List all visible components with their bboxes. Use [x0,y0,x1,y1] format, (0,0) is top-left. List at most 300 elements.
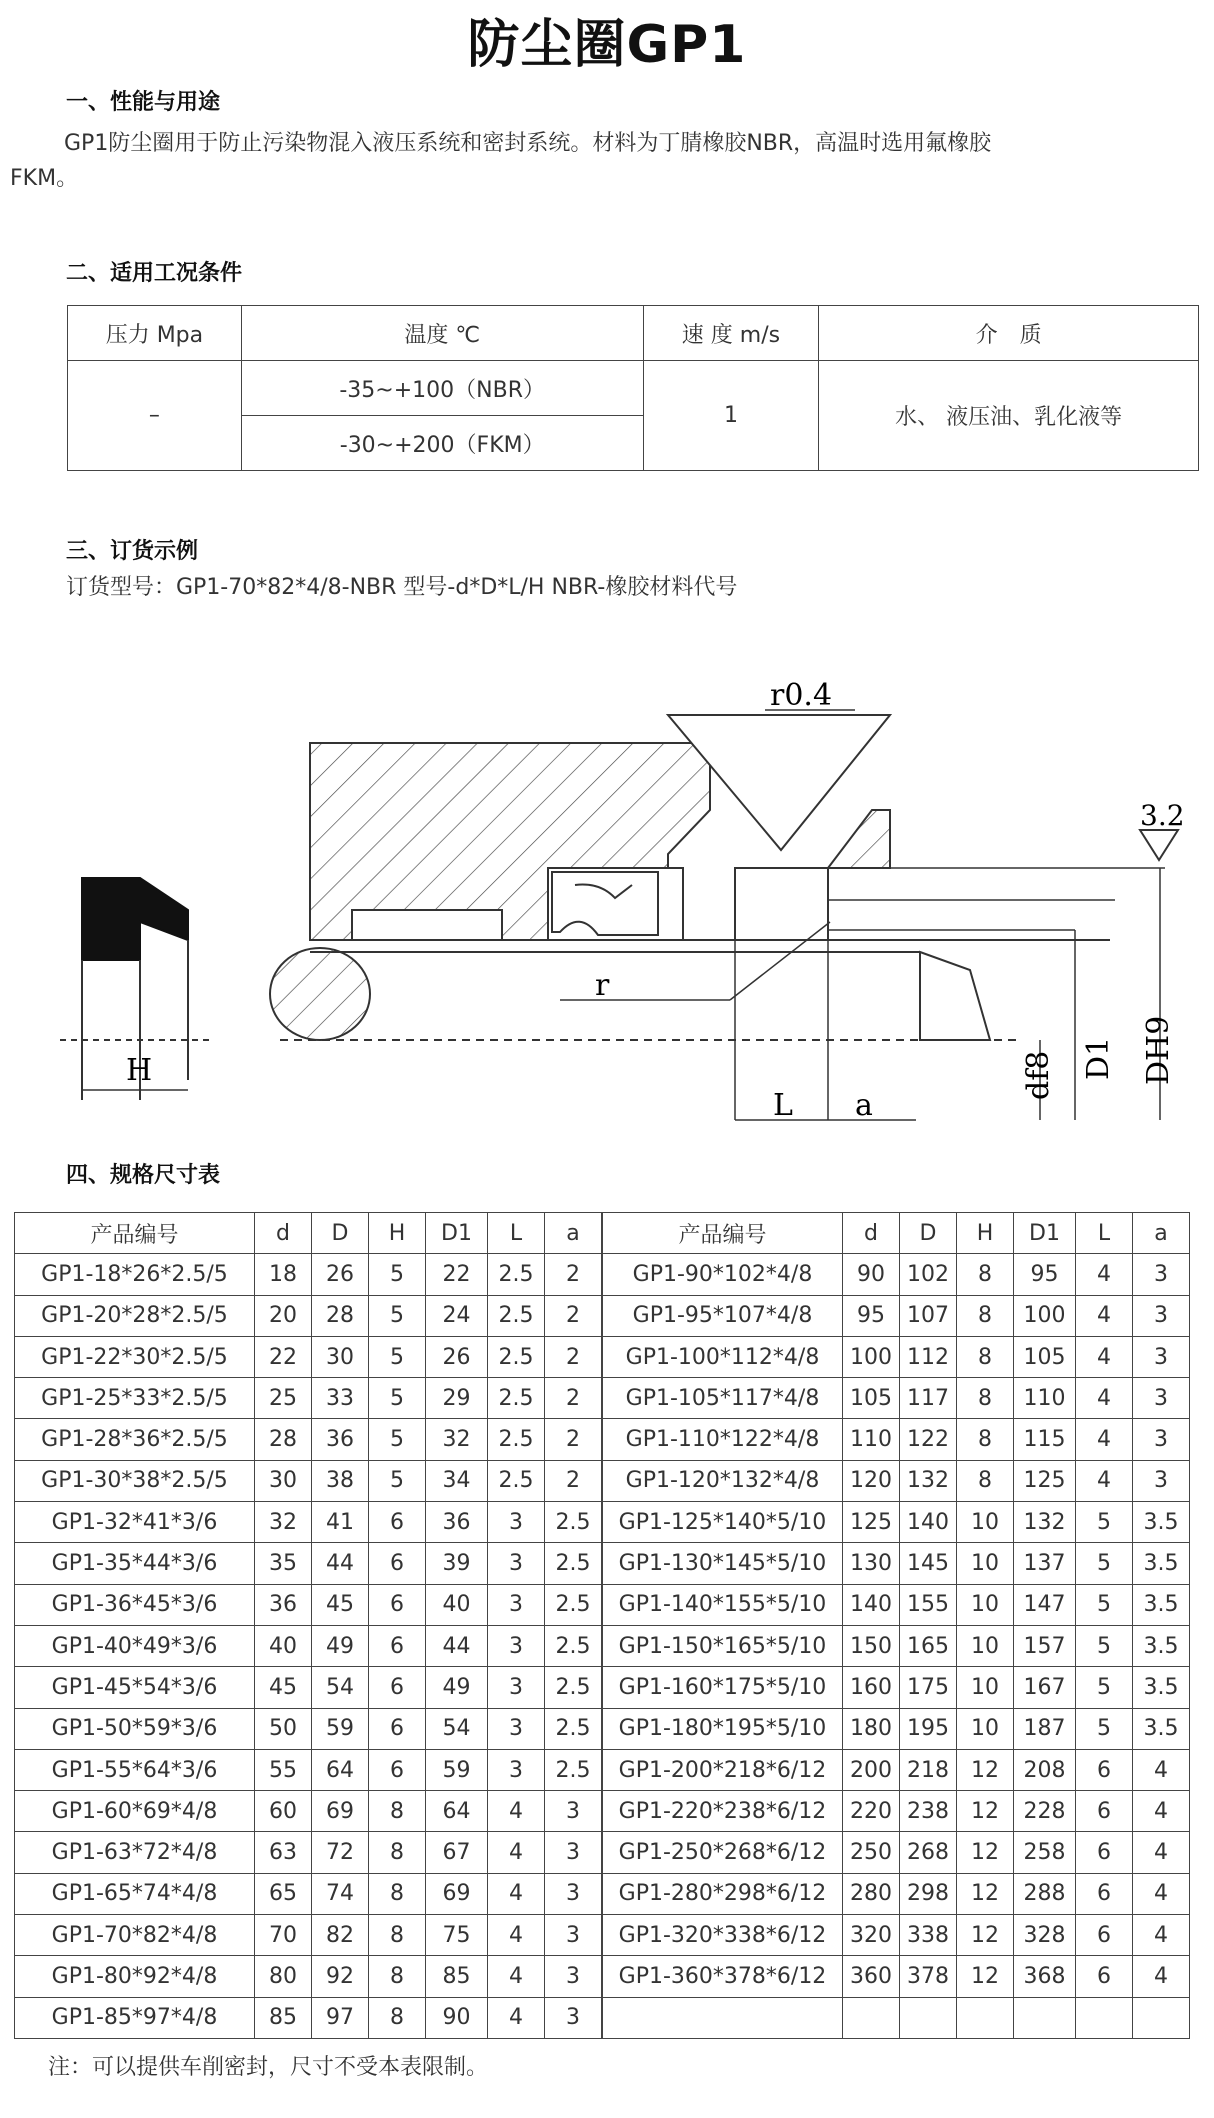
spec-value-cell: 3 [488,1708,545,1749]
section-1-heading: 一、性能与用途 [66,90,221,115]
table-row [603,1543,1190,1584]
spec-value-cell [1076,1997,1133,2038]
table-row [15,1502,602,1543]
label-roughness: 3.2 [1140,799,1185,832]
spec-value-cell: 130 [843,1543,900,1584]
spec-value-cell: 298 [900,1873,957,1914]
spec-value-cell: 3 [1133,1378,1190,1419]
spec-value-cell: 117 [900,1378,957,1419]
spec-value-cell: 4 [1076,1254,1133,1295]
header-speed: 速 度 m/s [643,306,819,361]
spec-value-cell: 200 [843,1749,900,1790]
spec-value-cell: 12 [957,1873,1014,1914]
table-row [603,1584,1190,1625]
spec-value-cell: 140 [900,1502,957,1543]
spec-value-cell: 150 [843,1625,900,1666]
spec-value-cell: 157 [1014,1625,1076,1666]
product-code-cell: GP1-36*45*3/6 [15,1584,255,1625]
product-code-cell: GP1-130*145*5/10 [603,1543,843,1584]
product-code-cell: GP1-60*69*4/8 [15,1791,255,1832]
spec-value-cell: 6 [369,1502,426,1543]
spec-value-cell: 4 [488,1832,545,1873]
spec-value-cell: 3 [1133,1295,1190,1336]
spec-value-cell: 69 [312,1791,369,1832]
table-row [15,1295,602,1336]
table-row [15,1625,602,1666]
section-1-text-line-1: GP1防尘圈用于防止污染物混入液压系统和密封系统。材料为丁腈橡胶NBR，高温时选用氟橡胶 [64,131,992,156]
table-row [603,1997,1190,2038]
section-1-text-line-2: FKM。 [10,166,79,191]
spec-header-cell: 产品编号 [15,1213,255,1254]
table-row [603,1956,1190,1997]
table-row [15,1997,602,2038]
spec-value-cell: 105 [843,1378,900,1419]
footnote: 注：可以提供车削密封，尺寸不受本表限制。 [48,2055,489,2080]
spec-value-cell: 3 [545,1873,602,1914]
spec-value-cell: 30 [255,1460,312,1501]
spec-table-right [602,1212,1190,2039]
spec-value-cell: 5 [1076,1584,1133,1625]
spec-value-cell: 5 [1076,1667,1133,1708]
spec-value-cell: 36 [312,1419,369,1460]
conditions-table [67,305,1199,471]
spec-value-cell: 12 [957,1915,1014,1956]
spec-header-cell: d [255,1213,312,1254]
page-title: 防尘圈GP1 [467,15,747,75]
rod-guide-band [352,910,502,940]
spec-value-cell: 3 [488,1502,545,1543]
spec-value-cell: 22 [255,1336,312,1377]
spec-header-cell: D [312,1213,369,1254]
product-code-cell: GP1-105*117*4/8 [603,1378,843,1419]
product-code-cell: GP1-45*54*3/6 [15,1667,255,1708]
table-row [15,1791,602,1832]
spec-value-cell: 3 [545,1997,602,2038]
spec-value-cell: 5 [1076,1502,1133,1543]
spec-value-cell: 8 [369,1832,426,1873]
spec-value-cell: 250 [843,1832,900,1873]
spec-value-cell: 3.5 [1133,1625,1190,1666]
spec-value-cell: 35 [255,1543,312,1584]
product-code-cell: GP1-200*218*6/12 [603,1749,843,1790]
spec-value-cell: 4 [488,1997,545,2038]
seal-cross-section [82,878,188,960]
spec-value-cell: 137 [1014,1543,1076,1584]
spec-value-cell: 3 [545,1832,602,1873]
spec-value-cell: 147 [1014,1584,1076,1625]
wiper-seal-profile [552,872,658,935]
spec-value-cell [1133,1997,1190,2038]
spec-value-cell: 112 [900,1336,957,1377]
product-code-cell: GP1-180*195*5/10 [603,1708,843,1749]
spec-value-cell: 75 [426,1915,488,1956]
table-row [15,1873,602,1914]
product-code-cell: GP1-320*338*6/12 [603,1915,843,1956]
spec-value-cell: 8 [957,1336,1014,1377]
spec-value-cell: 3 [545,1956,602,1997]
spec-value-cell: 8 [369,1791,426,1832]
table-row [15,1708,602,1749]
spec-header-cell: L [488,1213,545,1254]
spec-value-cell: 4 [1133,1873,1190,1914]
medium-value: 水、 液压油、乳化液等 [819,361,1199,471]
spec-value-cell: 125 [843,1502,900,1543]
spec-value-cell: 85 [426,1956,488,1997]
spec-value-cell: 95 [843,1295,900,1336]
spec-value-cell: 5 [1076,1625,1133,1666]
spec-value-cell: 90 [426,1997,488,2038]
product-code-cell: GP1-55*64*3/6 [15,1749,255,1790]
spec-value-cell: 4 [488,1915,545,1956]
spec-value-cell: 165 [900,1625,957,1666]
spec-value-cell: 110 [843,1419,900,1460]
spec-value-cell: 2.5 [488,1295,545,1336]
spec-value-cell [843,1997,900,2038]
spec-value-cell: 74 [312,1873,369,1914]
spec-value-cell: 12 [957,1832,1014,1873]
spec-value-cell: 288 [1014,1873,1076,1914]
spec-value-cell: 338 [900,1915,957,1956]
table-row [15,1584,602,1625]
spec-value-cell: 4 [1076,1419,1133,1460]
spec-value-cell: 10 [957,1667,1014,1708]
spec-value-cell: 2.5 [488,1336,545,1377]
spec-value-cell: 10 [957,1625,1014,1666]
spec-value-cell: 145 [900,1543,957,1584]
product-code-cell: GP1-20*28*2.5/5 [15,1295,255,1336]
temperature-nbr: -35~+100（NBR） [241,361,643,416]
spec-value-cell: 45 [255,1667,312,1708]
spec-value-cell: 4 [1133,1791,1190,1832]
spec-value-cell: 4 [1076,1378,1133,1419]
rod-section-ellipse [270,948,370,1040]
spec-value-cell: 368 [1014,1956,1076,1997]
pressure-value: – [68,361,242,471]
label-DH9: DH9 [1141,1015,1176,1085]
spec-value-cell [900,1997,957,2038]
spec-value-cell: 220 [843,1791,900,1832]
spec-value-cell: 70 [255,1915,312,1956]
table-row [15,1749,602,1790]
spec-header-cell: H [369,1213,426,1254]
product-code-cell: GP1-18*26*2.5/5 [15,1254,255,1295]
table-row [603,1873,1190,1914]
header-pressure: 压力 Mpa [68,306,242,361]
product-code-cell: GP1-40*49*3/6 [15,1625,255,1666]
spec-value-cell: 60 [255,1791,312,1832]
product-code-cell: GP1-150*165*5/10 [603,1625,843,1666]
spec-value-cell: 18 [255,1254,312,1295]
spec-value-cell: 187 [1014,1708,1076,1749]
label-L: L [773,1088,793,1123]
spec-value-cell: 64 [426,1791,488,1832]
spec-value-cell: 97 [312,1997,369,2038]
housing-bore [735,868,828,940]
spec-value-cell: 3 [1133,1336,1190,1377]
table-row [15,1956,602,1997]
temperature-fkm: -30~+200（FKM） [241,416,643,471]
spec-value-cell: 2 [545,1295,602,1336]
spec-value-cell: 55 [255,1749,312,1790]
spec-value-cell: 3 [545,1915,602,1956]
spec-value-cell: 3.5 [1133,1502,1190,1543]
spec-value-cell [1014,1997,1076,2038]
header-medium: 介 质 [819,306,1199,361]
spec-value-cell: 125 [1014,1460,1076,1501]
product-code-cell: GP1-35*44*3/6 [15,1543,255,1584]
spec-value-cell: 30 [312,1336,369,1377]
label-H: H [126,1053,153,1088]
spec-value-cell: 175 [900,1667,957,1708]
spec-header-cell: D1 [1014,1213,1076,1254]
spec-value-cell: 2 [545,1254,602,1295]
spec-value-cell: 3 [1133,1460,1190,1501]
spec-value-cell: 4 [1076,1295,1133,1336]
product-code-cell: GP1-360*378*6/12 [603,1956,843,1997]
spec-value-cell: 100 [1014,1295,1076,1336]
spec-value-cell: 26 [426,1336,488,1377]
spec-value-cell: 12 [957,1791,1014,1832]
spec-value-cell: 268 [900,1832,957,1873]
product-code-cell: GP1-110*122*4/8 [603,1419,843,1460]
spec-value-cell: 67 [426,1832,488,1873]
product-code-cell: GP1-30*38*2.5/5 [15,1460,255,1501]
spec-value-cell: 72 [312,1832,369,1873]
spec-value-cell: 6 [369,1584,426,1625]
spec-value-cell: 2 [545,1336,602,1377]
spec-value-cell: 24 [426,1295,488,1336]
installation-drawing [0,660,1214,1140]
table-row [15,1460,602,1501]
spec-value-cell: 6 [1076,1791,1133,1832]
spec-value-cell: 80 [255,1956,312,1997]
spec-value-cell: 100 [843,1336,900,1377]
label-r04: r0.4 [770,678,833,713]
spec-value-cell: 6 [369,1625,426,1666]
spec-value-cell: 3 [488,1749,545,1790]
spec-value-cell: 180 [843,1708,900,1749]
spec-value-cell: 10 [957,1584,1014,1625]
spec-value-cell: 228 [1014,1791,1076,1832]
spec-value-cell: 2.5 [488,1378,545,1419]
label-df8: df8 [1021,1050,1056,1100]
spec-value-cell: 167 [1014,1667,1076,1708]
spec-value-cell: 107 [900,1295,957,1336]
table-row [15,1378,602,1419]
label-D1: D1 [1081,1036,1116,1080]
spec-value-cell: 29 [426,1378,488,1419]
spec-value-cell: 10 [957,1502,1014,1543]
label-r: r [595,968,610,1003]
spec-value-cell: 3 [1133,1419,1190,1460]
spec-value-cell: 218 [900,1749,957,1790]
spec-value-cell: 28 [255,1419,312,1460]
spec-value-cell: 8 [957,1254,1014,1295]
table-row [603,1460,1190,1501]
spec-value-cell: 2 [545,1378,602,1419]
spec-value-cell: 6 [1076,1873,1133,1914]
table-row [603,1708,1190,1749]
spec-header-row [15,1213,602,1254]
spec-header-cell: d [843,1213,900,1254]
speed-value: 1 [643,361,819,471]
spec-value-cell: 3 [488,1625,545,1666]
product-code-cell [603,1997,843,2038]
spec-value-cell: 8 [369,1997,426,2038]
section-2-heading: 二、适用工况条件 [66,261,243,286]
order-example: 订货型号：GP1-70*82*4/8-NBR 型号-d*D*L/H NBR-橡胶材料代号 [66,575,738,600]
table-row [15,1832,602,1873]
spec-value-cell: 4 [1133,1832,1190,1873]
spec-value-cell: 6 [369,1667,426,1708]
spec-table-left [14,1212,602,2039]
section-4-heading: 四、规格尺寸表 [66,1163,221,1188]
spec-header-cell: a [1133,1213,1190,1254]
spec-value-cell: 22 [426,1254,488,1295]
spec-value-cell: 3 [488,1543,545,1584]
spec-value-cell: 195 [900,1708,957,1749]
product-code-cell: GP1-65*74*4/8 [15,1873,255,1914]
product-code-cell: GP1-28*36*2.5/5 [15,1419,255,1460]
table-row [603,1254,1190,1295]
spec-value-cell: 360 [843,1956,900,1997]
product-code-cell: GP1-220*238*6/12 [603,1791,843,1832]
spec-value-cell: 8 [369,1915,426,1956]
spec-value-cell: 40 [426,1584,488,1625]
product-code-cell: GP1-85*97*4/8 [15,1997,255,2038]
spec-value-cell: 64 [312,1749,369,1790]
spec-value-cell: 3 [1133,1254,1190,1295]
spec-value-cell: 6 [1076,1956,1133,1997]
spec-value-cell: 102 [900,1254,957,1295]
spec-value-cell: 132 [1014,1502,1076,1543]
spec-value-cell: 8 [369,1873,426,1914]
spec-value-cell: 2.5 [488,1460,545,1501]
spec-value-cell: 12 [957,1956,1014,1997]
spec-value-cell: 45 [312,1584,369,1625]
spec-value-cell: 33 [312,1378,369,1419]
spec-header-row [603,1213,1190,1254]
spec-value-cell: 65 [255,1873,312,1914]
spec-value-cell: 258 [1014,1832,1076,1873]
spec-value-cell: 34 [426,1460,488,1501]
table-row [603,1295,1190,1336]
table-row [603,1749,1190,1790]
spec-value-cell: 8 [369,1956,426,1997]
table-row [15,1667,602,1708]
spec-value-cell: 5 [369,1295,426,1336]
product-code-cell: GP1-22*30*2.5/5 [15,1336,255,1377]
spec-value-cell: 54 [312,1667,369,1708]
spec-value-cell: 5 [1076,1543,1133,1584]
spec-value-cell: 3 [488,1584,545,1625]
spec-value-cell: 49 [426,1667,488,1708]
label-a: a [855,1088,873,1123]
product-code-cell: GP1-32*41*3/6 [15,1502,255,1543]
spec-value-cell: 8 [957,1419,1014,1460]
spec-value-cell: 39 [426,1543,488,1584]
header-temperature: 温度 ℃ [241,306,643,361]
spec-value-cell: 120 [843,1460,900,1501]
spec-value-cell: 3.5 [1133,1708,1190,1749]
spec-value-cell: 8 [957,1378,1014,1419]
product-code-cell: GP1-95*107*4/8 [603,1295,843,1336]
spec-value-cell: 25 [255,1378,312,1419]
spec-value-cell: 5 [369,1419,426,1460]
spec-value-cell: 44 [426,1625,488,1666]
table-row [603,1419,1190,1460]
spec-value-cell: 6 [1076,1832,1133,1873]
product-code-cell: GP1-80*92*4/8 [15,1956,255,1997]
product-code-cell: GP1-70*82*4/8 [15,1915,255,1956]
spec-value-cell: 6 [369,1543,426,1584]
spec-value-cell: 8 [957,1460,1014,1501]
table-row [15,1543,602,1584]
spec-value-cell: 6 [1076,1749,1133,1790]
spec-value-cell: 3.5 [1133,1543,1190,1584]
spec-value-cell: 44 [312,1543,369,1584]
product-code-cell: GP1-125*140*5/10 [603,1502,843,1543]
spec-value-cell: 5 [369,1378,426,1419]
spec-value-cell: 3.5 [1133,1667,1190,1708]
spec-value-cell: 5 [369,1336,426,1377]
spec-value-cell: 4 [1133,1956,1190,1997]
spec-value-cell: 32 [255,1502,312,1543]
spec-value-cell: 2.5 [545,1708,602,1749]
spec-value-cell: 155 [900,1584,957,1625]
table-row [603,1625,1190,1666]
spec-value-cell: 105 [1014,1336,1076,1377]
spec-value-cell: 10 [957,1543,1014,1584]
spec-header-cell: L [1076,1213,1133,1254]
spec-value-cell: 2 [545,1419,602,1460]
spec-value-cell: 140 [843,1584,900,1625]
spec-value-cell: 122 [900,1419,957,1460]
table-row [603,1832,1190,1873]
table-row [15,1254,602,1295]
table-row [15,1419,602,1460]
spec-value-cell: 59 [426,1749,488,1790]
spec-value-cell: 320 [843,1915,900,1956]
spec-value-cell: 10 [957,1708,1014,1749]
spec-value-cell: 5 [369,1254,426,1295]
spec-header-cell: H [957,1213,1014,1254]
spec-value-cell: 132 [900,1460,957,1501]
spec-value-cell: 3 [488,1667,545,1708]
spec-value-cell: 28 [312,1295,369,1336]
spec-value-cell: 6 [369,1708,426,1749]
spec-value-cell: 12 [957,1749,1014,1790]
spec-value-cell: 36 [426,1502,488,1543]
table-row [15,1915,602,1956]
spec-value-cell: 208 [1014,1749,1076,1790]
spec-value-cell: 115 [1014,1419,1076,1460]
spec-value-cell: 5 [369,1460,426,1501]
spec-value-cell: 26 [312,1254,369,1295]
spec-value-cell: 4 [488,1791,545,1832]
table-row [603,1791,1190,1832]
spec-value-cell: 238 [900,1791,957,1832]
spec-value-cell: 2.5 [488,1254,545,1295]
product-code-cell: GP1-90*102*4/8 [603,1254,843,1295]
spec-header-cell: 产品编号 [603,1213,843,1254]
spec-value-cell: 8 [957,1295,1014,1336]
spec-header-cell: a [545,1213,602,1254]
spec-value-cell: 4 [488,1956,545,1997]
spec-value-cell: 36 [255,1584,312,1625]
spec-value-cell: 20 [255,1295,312,1336]
spec-value-cell: 2.5 [545,1502,602,1543]
